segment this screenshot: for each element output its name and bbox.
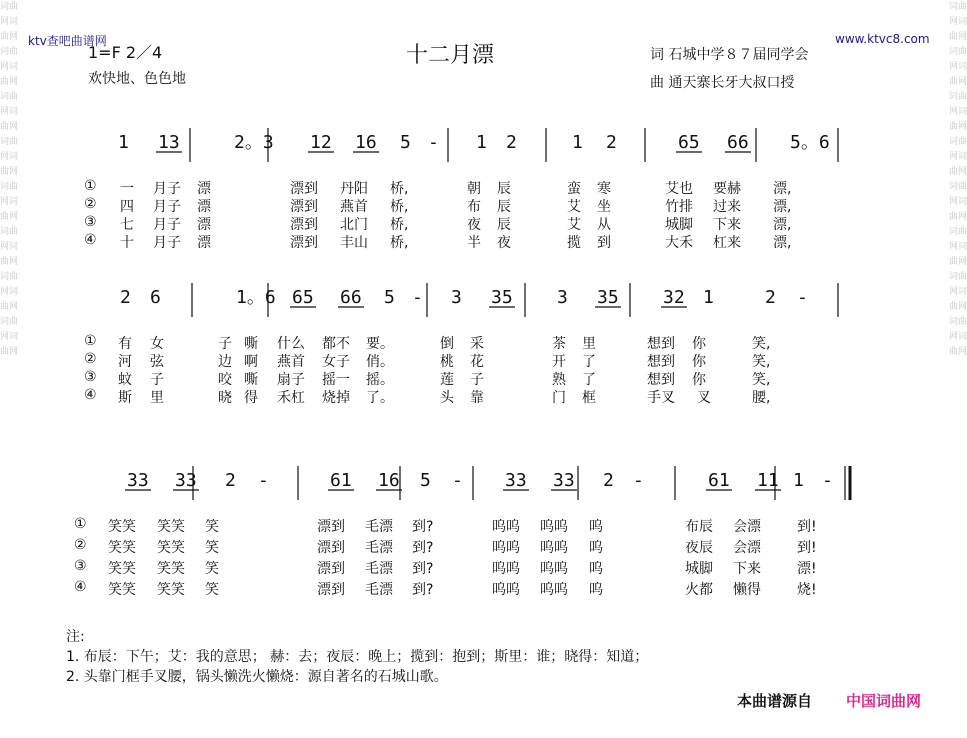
lyric-word: 熟 <box>552 372 566 388</box>
lyric-word: 燕首 <box>340 199 368 215</box>
lyric-word: 你 <box>692 372 706 388</box>
jianpu-note: 2 <box>506 132 517 153</box>
lyric-word: 月子 <box>153 181 181 197</box>
lyric-word: ④ <box>84 387 97 403</box>
lyric-word: 呜呜 <box>540 582 568 598</box>
lyric-word: 半 <box>467 235 481 251</box>
lyric-word: 靠 <box>470 390 484 406</box>
lyric-word: 丰山 <box>340 235 368 251</box>
jianpu-note: 3 <box>557 287 568 308</box>
jianpu-note: 65 <box>678 132 700 153</box>
lyric-word: ④ <box>74 579 87 595</box>
lyric-word: 了 <box>582 354 596 370</box>
jianpu-note: 1 <box>703 287 714 308</box>
lyric-word: 女子 <box>322 354 350 370</box>
jianpu-note: 33 <box>175 470 197 491</box>
note-line-1: 1. 布辰：下午；艾：我的意思； 赫：去；夜辰：晚上；揽到：抱到；斯里：谁；晓得：知道； <box>66 649 649 665</box>
jianpu-note: - <box>258 470 269 491</box>
jianpu-note: - <box>412 287 423 308</box>
lyric-word: 笑, <box>752 354 771 370</box>
lyric-word: 笑, <box>752 372 771 388</box>
lyric-word: 寒 <box>597 181 611 197</box>
lyric-word: ③ <box>74 558 87 574</box>
lyric-word: 桥, <box>390 181 409 197</box>
lyric-word: 城脚 <box>685 561 713 577</box>
jianpu-note: 1 <box>572 132 583 153</box>
lyric-word: 蛮 <box>567 181 581 197</box>
lyric-word: 一 <box>120 181 134 197</box>
lyric-word: ③ <box>84 214 97 230</box>
jianpu-note: 1 <box>476 132 487 153</box>
lyric-word: 漂, <box>773 199 792 215</box>
lyric-word: 你 <box>692 336 706 352</box>
lyric-word: 漂到 <box>317 540 345 556</box>
lyric-word: 呜呜 <box>492 519 520 535</box>
lyric-word: 下来 <box>733 561 761 577</box>
jianpu-note: 2 <box>765 287 776 308</box>
jianpu-note: - <box>633 470 644 491</box>
lyric-word: 笑 <box>205 519 219 535</box>
jianpu-note: 32 <box>663 287 685 308</box>
lyric-word: 布辰 <box>685 519 713 535</box>
lyric-word: 呜呜 <box>492 582 520 598</box>
lyric-word: 开 <box>552 354 566 370</box>
lyric-row <box>0 516 967 534</box>
watermark-right: www.ktvc8.com <box>835 32 930 46</box>
notes-heading: 注: <box>66 629 85 645</box>
lyric-word: 艾 <box>567 199 581 215</box>
side-watermark-left: 词曲网词曲网词曲网词曲网词曲网词曲网词曲网词曲网词曲网词曲网词曲网词曲网词曲网词曲网词曲网词曲网 <box>0 2 18 357</box>
lyric-word: 坐 <box>597 199 611 215</box>
lyric-word: 扇子 <box>277 372 305 388</box>
lyric-word: 过来 <box>713 199 741 215</box>
lyric-word: 漂, <box>773 181 792 197</box>
lyric-word: 河 <box>118 354 132 370</box>
lyric-word: 漂到 <box>290 181 318 197</box>
lyric-word: 呜呜 <box>492 540 520 556</box>
lyric-word: 都不 <box>322 336 350 352</box>
lyric-word: 夜 <box>497 235 511 251</box>
lyric-word: 月子 <box>153 235 181 251</box>
lyric-word: 漂到 <box>290 235 318 251</box>
lyric-row <box>0 369 967 387</box>
lyric-word: 火都 <box>685 582 713 598</box>
lyric-word: 漂! <box>797 561 817 577</box>
lyric-word: 笑笑 <box>157 582 185 598</box>
lyric-word: 笑笑 <box>157 519 185 535</box>
staff-svg-1 <box>0 120 967 180</box>
jianpu-note: 1。6 <box>236 287 276 308</box>
lyric-row <box>0 232 967 250</box>
lyric-word: 漂, <box>773 235 792 251</box>
lyricist-credit: 词 石城中学８７届同学会 <box>650 47 809 63</box>
lyric-word: 摇。 <box>366 372 394 388</box>
lyric-word: 到? <box>412 519 434 535</box>
jianpu-note: - <box>428 132 439 153</box>
staff-system-1 <box>0 120 967 180</box>
lyric-word: 啊 <box>244 354 258 370</box>
lyric-word: 里 <box>150 390 164 406</box>
jianpu-note: 35 <box>491 287 513 308</box>
lyric-word: 呜呜 <box>492 561 520 577</box>
lyric-word: 毛漂 <box>365 540 393 556</box>
lyric-word: 腰, <box>752 390 771 406</box>
jianpu-note: 61 <box>330 470 352 491</box>
jianpu-note: 2 <box>603 470 614 491</box>
lyric-word: 弦 <box>150 354 164 370</box>
lyric-word: 什么 <box>277 336 305 352</box>
lyric-word: 漂 <box>197 217 211 233</box>
lyric-word: 辰 <box>497 199 511 215</box>
jianpu-note: 12 <box>310 132 332 153</box>
lyric-word: 毛漂 <box>365 519 393 535</box>
lyric-word: 呜 <box>589 519 603 535</box>
jianpu-note: 66 <box>340 287 362 308</box>
lyric-word: 笑笑 <box>157 561 185 577</box>
lyric-word: 漂 <box>197 199 211 215</box>
side-watermark-right: 词曲网词曲网词曲网词曲网词曲网词曲网词曲网词曲网词曲网词曲网词曲网词曲网词曲网词曲网词曲网词曲网 <box>949 2 967 357</box>
lyric-word: ③ <box>84 369 97 385</box>
lyric-word: 懒得 <box>733 582 761 598</box>
jianpu-note: 5 <box>384 287 395 308</box>
lyric-word: 子 <box>150 372 164 388</box>
lyric-word: 手叉 <box>647 390 675 406</box>
lyric-word: 笑笑 <box>108 540 136 556</box>
lyric-word: 会漂 <box>733 540 761 556</box>
lyric-word: 嘶 <box>244 372 258 388</box>
lyric-word: 竹排 <box>665 199 693 215</box>
jianpu-note: - <box>797 287 808 308</box>
staff-svg-2 <box>0 275 967 335</box>
lyric-word: 十 <box>120 235 134 251</box>
lyric-word: 要。 <box>366 336 394 352</box>
lyric-word: 要赫 <box>713 181 741 197</box>
lyric-word: 大禾 <box>665 235 693 251</box>
lyric-word: 桥, <box>390 235 409 251</box>
lyric-word: 边 <box>218 354 232 370</box>
jianpu-note: 2 <box>120 287 131 308</box>
jianpu-note: 1 <box>118 132 129 153</box>
lyric-word: 想到 <box>647 354 675 370</box>
jianpu-note: 5 <box>400 132 411 153</box>
lyric-word: 花 <box>470 354 484 370</box>
lyric-word: 框 <box>582 390 596 406</box>
watermark-left: ktv查吧曲谱网 <box>28 34 107 48</box>
lyric-word: 会漂 <box>733 519 761 535</box>
lyric-word: 头 <box>440 390 454 406</box>
lyric-word: 辰 <box>497 181 511 197</box>
lyric-word: ① <box>74 516 87 532</box>
lyric-word: 斯 <box>118 390 132 406</box>
lyric-row <box>0 558 967 576</box>
jianpu-note: 6 <box>150 287 161 308</box>
composer-credit: 曲 通天寨长牙大叔口授 <box>650 75 795 91</box>
lyric-word: 四 <box>120 199 134 215</box>
lyric-word: 朝 <box>467 181 481 197</box>
lyric-word: 呜呜 <box>540 519 568 535</box>
lyric-row <box>0 214 967 232</box>
lyric-word: 有 <box>118 336 132 352</box>
lyric-word: 到? <box>412 582 434 598</box>
lyric-word: 燕首 <box>277 354 305 370</box>
lyric-word: 叉 <box>697 390 711 406</box>
jianpu-note: 11 <box>757 470 779 491</box>
lyric-word: ② <box>74 537 87 553</box>
lyric-word: 门 <box>552 390 566 406</box>
lyric-word: 漂到 <box>290 199 318 215</box>
note-line-2: 2. 头靠门框手叉腰，锅头懒洗火懒烧：源自著名的石城山歌。 <box>66 669 448 685</box>
lyric-word: 揽 <box>567 235 581 251</box>
staff-svg-3 <box>0 458 967 518</box>
lyric-word: 呜 <box>589 561 603 577</box>
lyric-word: 呜呜 <box>540 540 568 556</box>
lyric-row <box>0 333 967 351</box>
lyric-word: 漂到 <box>317 519 345 535</box>
lyric-row <box>0 579 967 597</box>
lyric-word: 漂到 <box>290 217 318 233</box>
lyric-word: 子 <box>470 372 484 388</box>
lyric-word: 到! <box>797 519 817 535</box>
lyric-word: 你 <box>692 354 706 370</box>
lyric-word: 辰 <box>497 217 511 233</box>
lyric-word: 漂 <box>197 181 211 197</box>
lyric-word: ② <box>84 196 97 212</box>
lyric-word: ① <box>84 178 97 194</box>
lyric-word: ② <box>84 351 97 367</box>
lyric-word: ④ <box>84 232 97 248</box>
lyric-word: 蚊 <box>118 372 132 388</box>
jianpu-note: 61 <box>708 470 730 491</box>
lyric-word: 七 <box>120 217 134 233</box>
lyric-word: 漂到 <box>317 561 345 577</box>
lyric-word: 杠来 <box>713 235 741 251</box>
jianpu-note: 2 <box>225 470 236 491</box>
lyric-row <box>0 178 967 196</box>
page-title: 十二月漂 <box>405 43 494 68</box>
lyric-word: 到! <box>797 540 817 556</box>
lyric-word: 月子 <box>153 217 181 233</box>
lyric-word: 晓 <box>218 390 232 406</box>
lyric-word: 呜 <box>589 540 603 556</box>
footer-site-link[interactable]: 中国词曲网 <box>846 692 922 710</box>
jianpu-note: 16 <box>378 470 400 491</box>
lyric-word: 布 <box>467 199 481 215</box>
jianpu-note: 3 <box>451 287 462 308</box>
lyric-word: 倒 <box>440 336 454 352</box>
lyric-row <box>0 387 967 405</box>
lyric-word: 夜辰 <box>685 540 713 556</box>
lyric-word: 得 <box>244 390 258 406</box>
lyric-word: 北门 <box>340 217 368 233</box>
lyric-word: 艾也 <box>665 181 693 197</box>
lyric-word: 笑笑 <box>108 582 136 598</box>
lyric-word: 笑 <box>205 540 219 556</box>
jianpu-note: 5。6 <box>790 132 830 153</box>
lyric-word: 漂 <box>197 235 211 251</box>
jianpu-note: 2。3 <box>234 132 274 153</box>
lyric-word: 月子 <box>153 199 181 215</box>
jianpu-note: 33 <box>127 470 149 491</box>
lyric-word: 子 <box>218 336 232 352</box>
lyric-word: 采 <box>470 336 484 352</box>
lyric-word: 笑笑 <box>157 540 185 556</box>
key-signature: 1=F 2／4 <box>88 43 163 62</box>
lyric-word: 烧! <box>797 582 817 598</box>
lyric-word: 茶 <box>552 336 566 352</box>
lyric-word: 笑笑 <box>108 561 136 577</box>
footer-source: 本曲谱源自 <box>737 692 813 710</box>
lyric-word: 毛漂 <box>365 582 393 598</box>
jianpu-note: - <box>822 470 833 491</box>
lyric-word: 笑 <box>205 582 219 598</box>
lyric-word: 笑 <box>205 561 219 577</box>
lyric-word: 禾杠 <box>277 390 305 406</box>
lyric-row <box>0 351 967 369</box>
lyric-word: 里 <box>582 336 596 352</box>
lyric-word: 艾 <box>567 217 581 233</box>
lyric-word: 笑笑 <box>108 519 136 535</box>
tempo-marking: 欢快地、色色地 <box>88 71 186 87</box>
lyric-word: 桥, <box>390 217 409 233</box>
lyric-word: 呜 <box>589 582 603 598</box>
lyric-word: 丹阳 <box>340 181 368 197</box>
lyric-word: 漂到 <box>317 582 345 598</box>
lyric-word: 城脚 <box>665 217 693 233</box>
jianpu-note: 13 <box>158 132 180 153</box>
jianpu-note: 1 <box>793 470 804 491</box>
jianpu-note: 33 <box>505 470 527 491</box>
lyric-word: 笑, <box>752 336 771 352</box>
jianpu-note: - <box>452 470 463 491</box>
lyric-word: 毛漂 <box>365 561 393 577</box>
jianpu-note: 66 <box>727 132 749 153</box>
jianpu-note: 65 <box>292 287 314 308</box>
jianpu-note: 16 <box>355 132 377 153</box>
lyric-word: 咬 <box>218 372 232 388</box>
lyric-word: 想到 <box>647 336 675 352</box>
lyric-word: 漂, <box>773 217 792 233</box>
staff-system-3 <box>0 458 967 518</box>
lyric-word: 到? <box>412 561 434 577</box>
lyric-word: 到 <box>597 235 611 251</box>
staff-system-2 <box>0 275 967 335</box>
lyric-word: 嘶 <box>244 336 258 352</box>
lyric-word: 桥, <box>390 199 409 215</box>
lyric-row <box>0 196 967 214</box>
lyric-word: 下来 <box>713 217 741 233</box>
lyric-word: 莲 <box>440 372 454 388</box>
lyric-word: 呜呜 <box>540 561 568 577</box>
jianpu-note: 35 <box>597 287 619 308</box>
lyric-row <box>0 537 967 555</box>
lyric-word: 夜 <box>467 217 481 233</box>
lyric-word: 了 <box>582 372 596 388</box>
lyric-word: 了。 <box>366 390 394 406</box>
lyric-word: 桃 <box>440 354 454 370</box>
lyric-word: 到? <box>412 540 434 556</box>
lyric-word: 女 <box>150 336 164 352</box>
jianpu-note: 5 <box>420 470 431 491</box>
lyric-word: 摇一 <box>322 372 350 388</box>
lyric-word: 俏。 <box>366 354 394 370</box>
lyric-word: 想到 <box>647 372 675 388</box>
lyric-word: 从 <box>597 217 611 233</box>
jianpu-note: 33 <box>553 470 575 491</box>
lyric-word: ① <box>84 333 97 349</box>
jianpu-note: 2 <box>606 132 617 153</box>
lyric-word: 烧掉 <box>322 390 350 406</box>
